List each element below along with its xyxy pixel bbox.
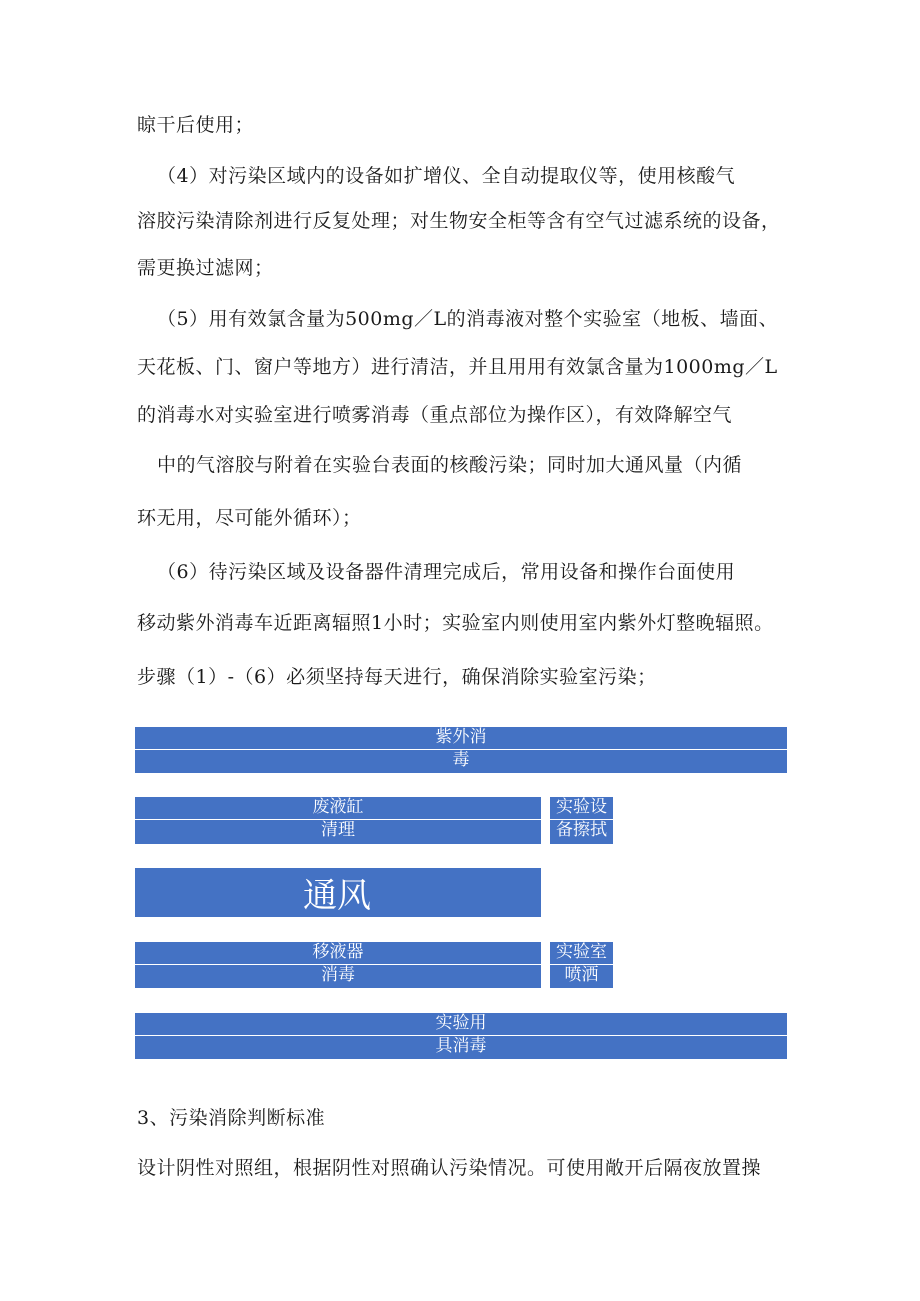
waste-tank-label-2: 清理 [321, 820, 355, 840]
equipment-wipe-box [550, 797, 613, 844]
paragraph-line-10: （6）待污染区域及设备器件清理完成后，常用设备和操作台面使用 [157, 561, 736, 583]
paragraph-line-11: 移动紫外消毒车近距离辐照1小时；实验室内则使用室内紫外灯整晚辐照。 [137, 612, 774, 634]
paragraph-line-12: 步骤（1）-（6）必须坚持每天进行，确保消除实验室污染； [137, 666, 657, 688]
lab-tools-disinfection-box [135, 1013, 787, 1059]
equipment-wipe-label-2: 备擦拭 [556, 820, 607, 840]
pipette-label-2: 消毒 [321, 965, 355, 985]
section-heading: 3、污染消除判断标准 [137, 1107, 326, 1129]
lab-spray-label-1: 实验室 [550, 942, 613, 965]
lab-tools-label-1: 实验用 [135, 1013, 787, 1036]
paragraph-line-7: 的消毒水对实验室进行喷雾消毒（重点部位为操作区），有效降解空气 [137, 404, 733, 426]
lab-spray-label-2: 喷洒 [564, 965, 599, 985]
paragraph-line-1: 晾干后使用； [137, 114, 255, 136]
uv-disinfection-box [135, 727, 787, 773]
paragraph-line-2: （4）对污染区域内的设备如扩增仪、全自动提取仪等，使用核酸气 [157, 165, 736, 187]
paragraph-line-5: （5）用有效氯含量为500mg／L的消毒液对整个实验室（地板、墙面、 [157, 308, 779, 330]
paragraph-line-4: 需更换过滤网； [137, 257, 274, 279]
uv-disinfection-label-2: 毒 [452, 750, 470, 770]
waste-tank-label-1: 废液缸 [135, 797, 541, 820]
paragraph-line-3: 溶胶污染清除剂进行反复处理；对生物安全柜等含有空气过滤系统的设备， [137, 210, 781, 232]
lab-spray-box [550, 942, 613, 988]
equipment-wipe-label-1: 实验设 [550, 797, 613, 820]
pipette-disinfection-box [135, 942, 541, 988]
paragraph-line-6: 天花板、门、窗户等地方）进行清洁，并且用用有效氯含量为1000mg／L [137, 356, 778, 378]
uv-disinfection-label-1: 紫外消 [135, 727, 787, 750]
ventilation-box: 通风 [135, 868, 541, 917]
lab-tools-label-2: 具消毒 [435, 1036, 487, 1056]
section-text: 设计阴性对照组，根据阴性对照确认污染情况。可使用敞开后隔夜放置操 [137, 1157, 762, 1179]
waste-tank-cleaning-box [135, 797, 541, 844]
paragraph-line-9: 环无用，尽可能外循环）； [137, 507, 362, 529]
pipette-label-1: 移液器 [135, 942, 541, 965]
paragraph-line-8: 中的气溶胶与附着在实验台表面的核酸污染；同时加大通风量（内循 [157, 454, 743, 476]
